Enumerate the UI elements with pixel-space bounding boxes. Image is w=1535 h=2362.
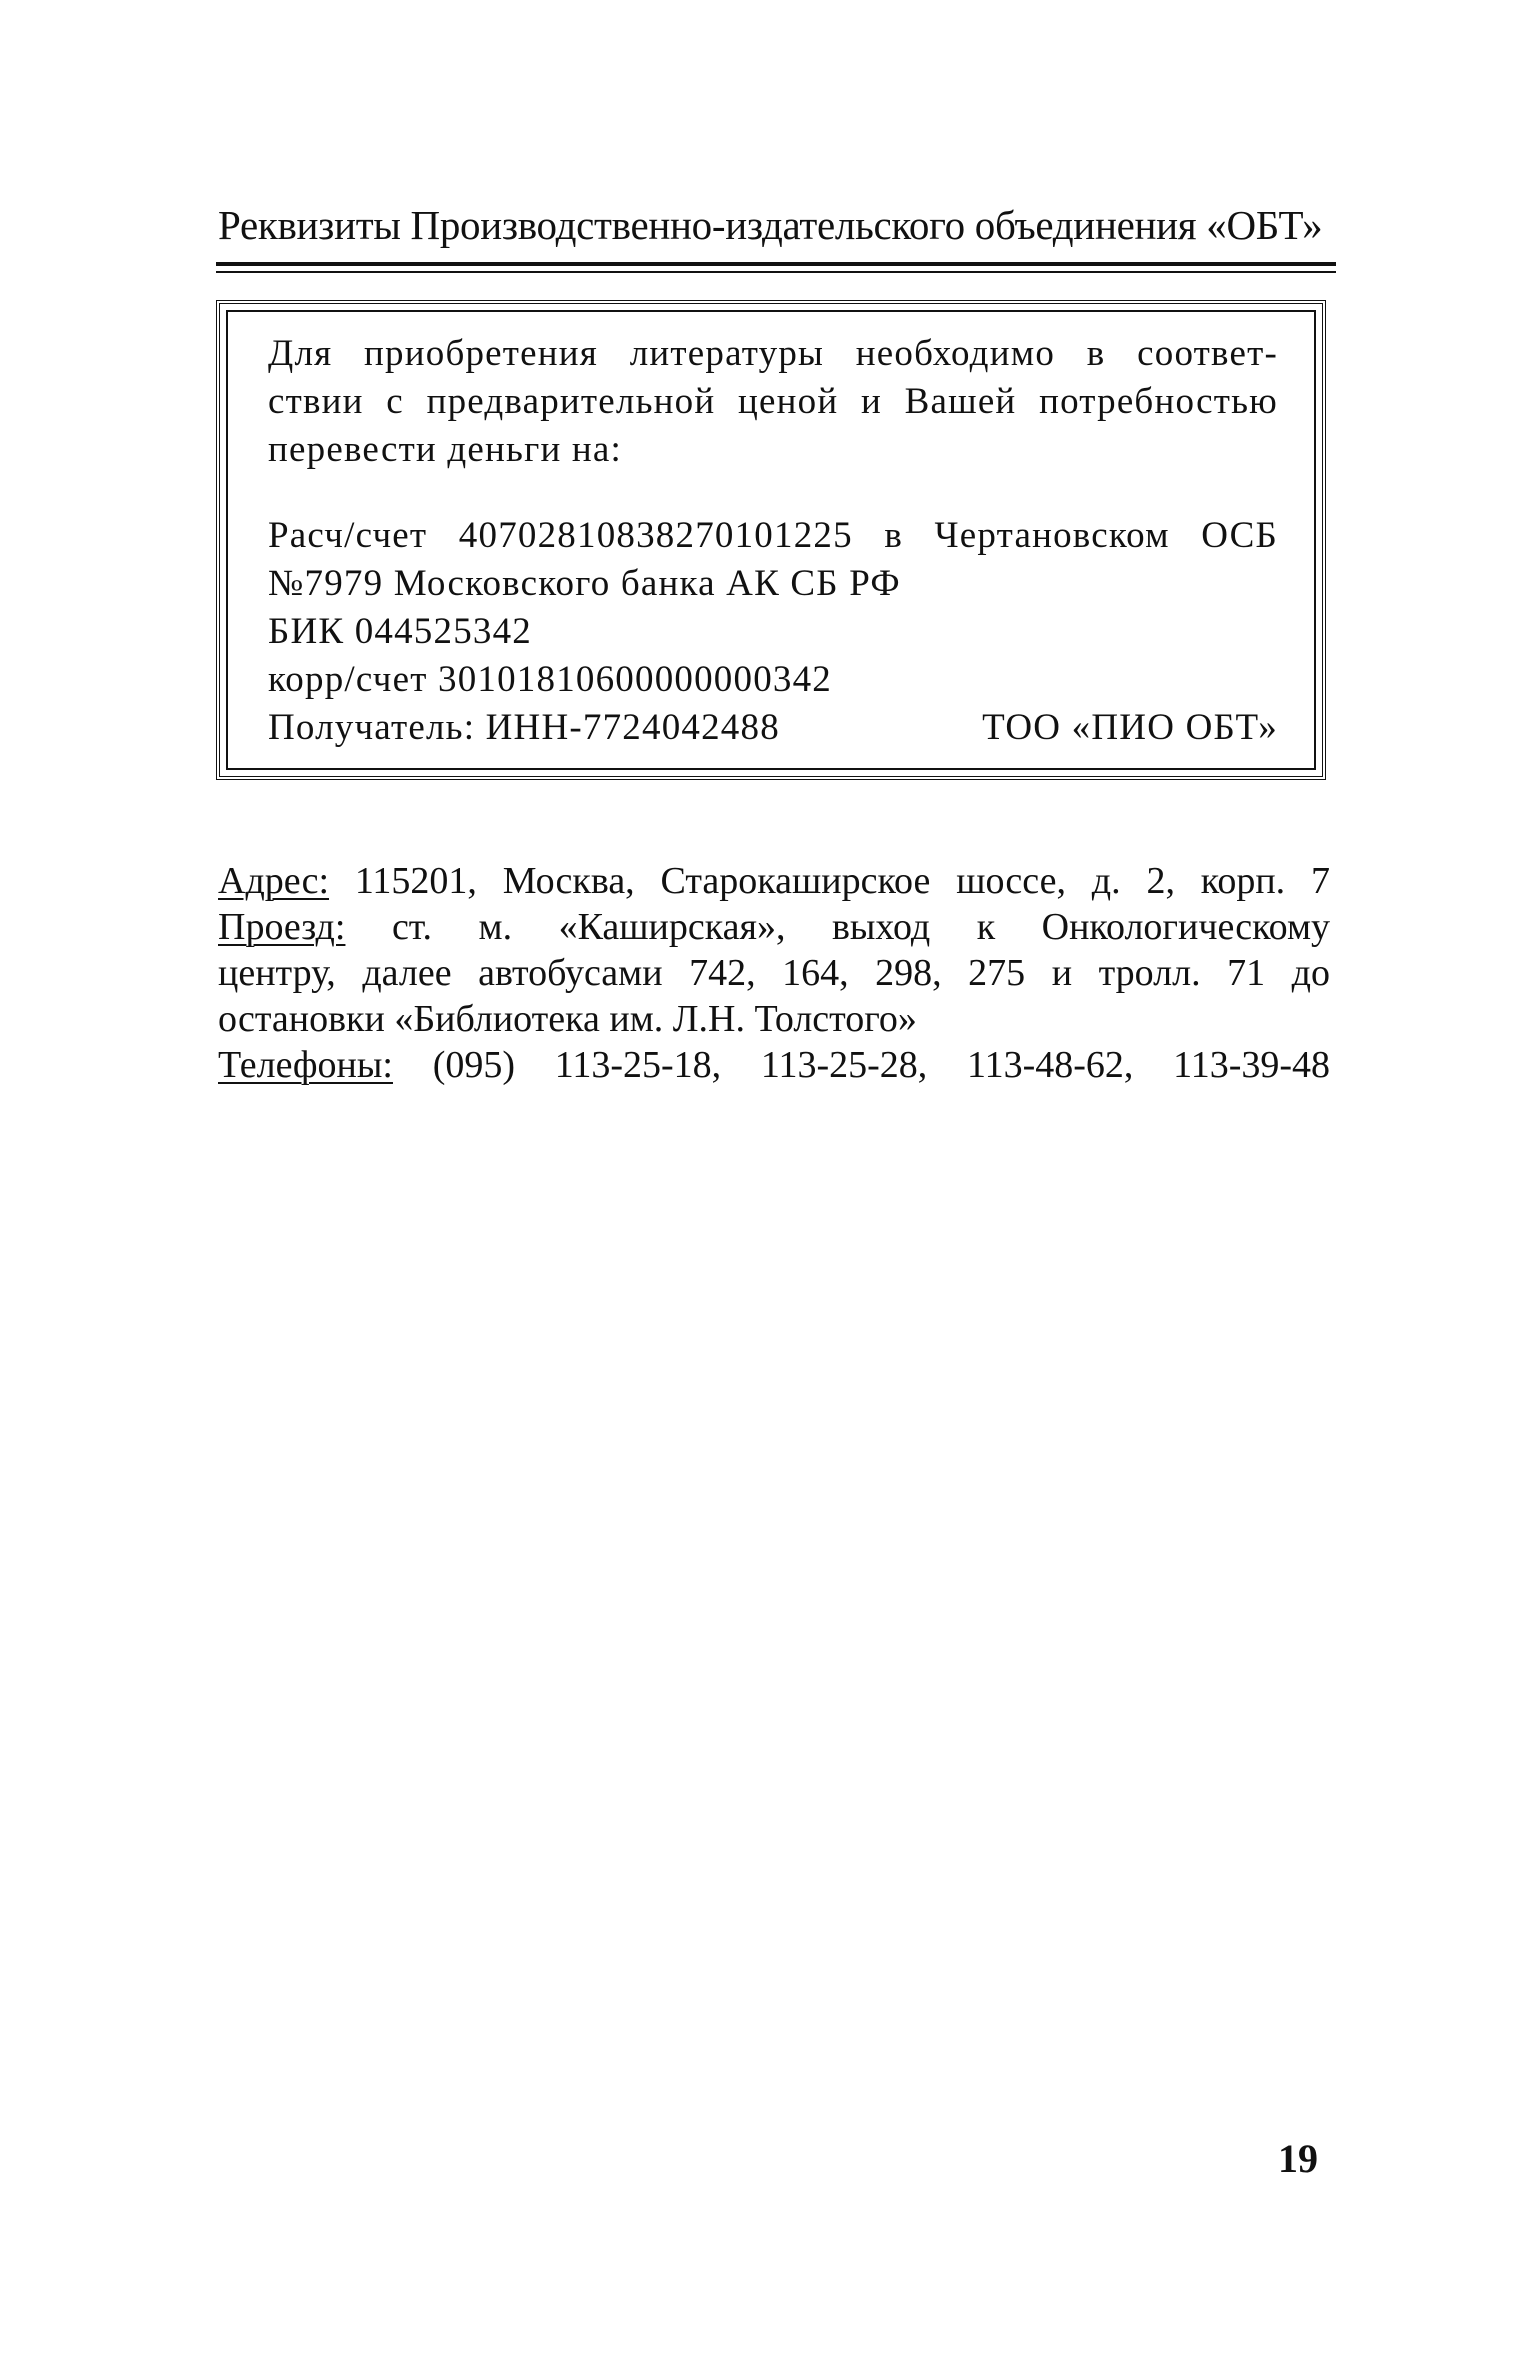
page-number: 19 — [1278, 2136, 1318, 2181]
route-line-1 — [218, 904, 1330, 950]
phones-label: Телефоны: — [218, 1044, 393, 1086]
settlement-account-line: Расч/счет 40702810838270101225 в Чертановском ОСБ — [268, 515, 1278, 556]
route-value-1: ст. м. «Каширская», выход к Онкологическому — [345, 906, 1330, 948]
contact-information — [218, 858, 1330, 1088]
instruction-line-2: ствии с предварительной ценой и Вашей потребностью — [268, 381, 1278, 422]
title-rule-thick — [216, 262, 1336, 266]
recipient-row — [268, 704, 1278, 752]
page-title: Реквизиты Производственно-издательского объединения «ОБТ» — [218, 202, 1323, 248]
correspondent-account-line: корр/счет 30101810600000000342 — [268, 659, 833, 700]
instruction-line-1: Для приобретения литературы необходимо в соответ- — [268, 333, 1278, 374]
recipient-name: ТОО «ПИО ОБТ» — [982, 707, 1278, 748]
route-label: Проезд: — [218, 906, 346, 948]
route-line-3: остановки «Библиотека им. Л.Н. Толстого» — [218, 998, 917, 1040]
bank-branch-line: №7979 Московского банка АК СБ РФ — [268, 563, 901, 604]
bik-line: БИК 044525342 — [268, 611, 532, 652]
phones-line — [218, 1042, 1330, 1088]
address-label: Адрес: — [218, 860, 330, 902]
bank-details — [268, 512, 1278, 752]
address-value: 115201, Москва, Старокаширское шоссе, д. 2, корп. 7 — [329, 860, 1330, 902]
payment-instructions — [268, 330, 1278, 474]
phones-value: (095) 113-25-18, 113-25-28, 113-48-62, 113-39-48 — [392, 1044, 1330, 1086]
route-line-2: центру, далее автобусами 742, 164, 298, 275 и тролл. 71 до — [218, 952, 1330, 994]
instruction-line-3: перевести деньги на: — [268, 429, 623, 470]
title-rule-thin — [216, 271, 1336, 273]
recipient-inn: Получатель: ИНН-7724042488 — [268, 707, 780, 748]
address-line — [218, 858, 1330, 904]
